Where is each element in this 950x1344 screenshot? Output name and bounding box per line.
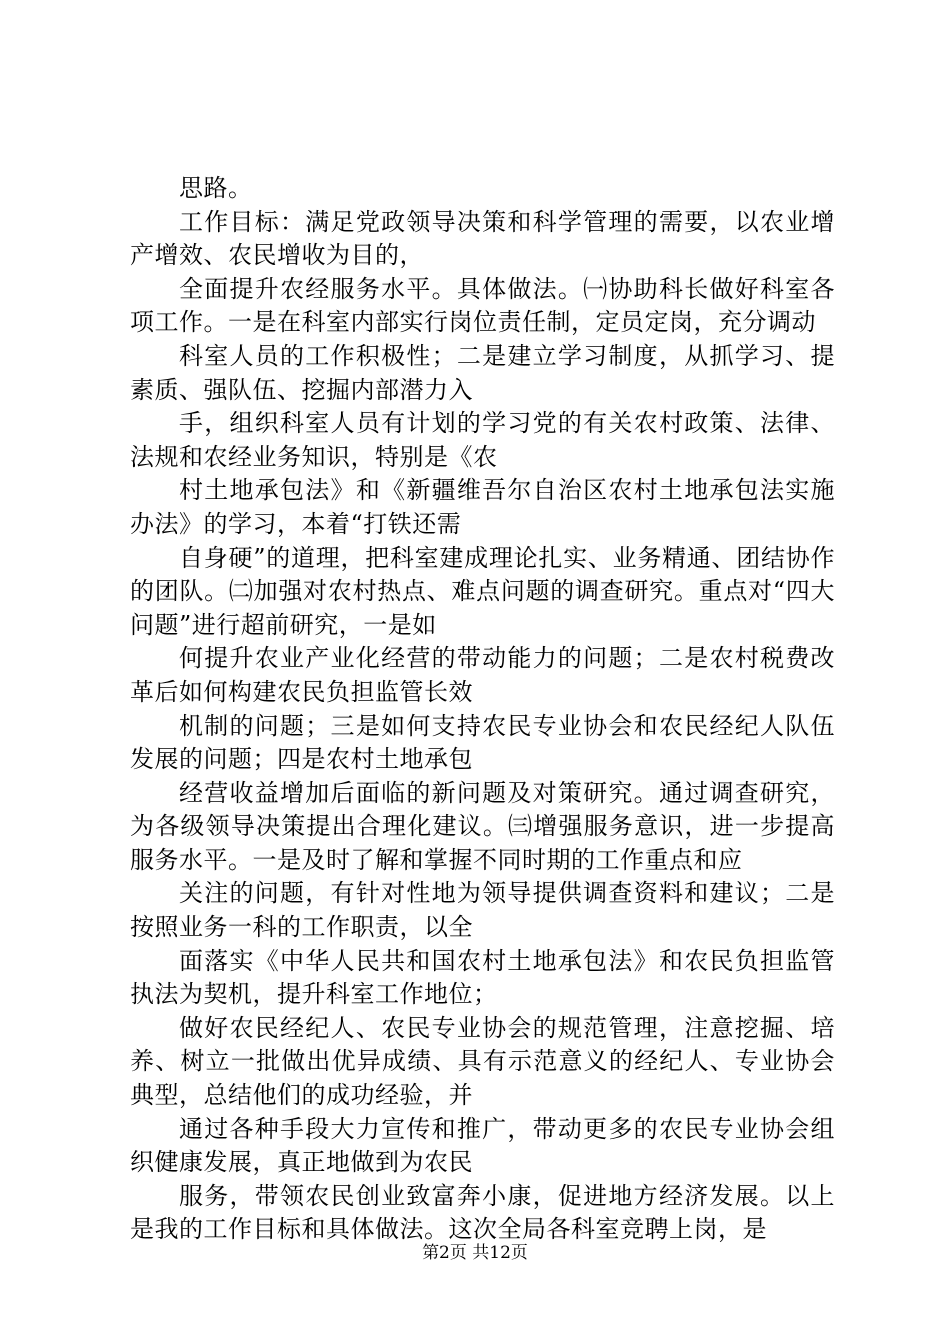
document-body: [130, 172, 835, 1247]
paragraph: 经营收益增加后面临的新问题及对策研究。通过调查研究，为各级领导决策提出合理化建议。㈢增强服务意识，进一步提高服务水平。一是及时了解和掌握不同时期的工作重点和应: [130, 778, 835, 874]
paragraph: 服务，带领农民创业致富奔小康，促进地方经济发展。以上是我的工作目标和具体做法。这次全局各科室竞聘上岗，是: [130, 1181, 835, 1244]
paragraph: 面落实《中华人民共和国农村土地承包法》和农民负担监管执法为契机，提升科室工作地位；: [130, 946, 835, 1009]
paragraph: 工作目标：满足党政领导决策和科学管理的需要，以农业增产增效、农民增收为目的，: [130, 207, 835, 270]
paragraph: 关注的问题，有针对性地为领导提供调查资料和建议；二是按照业务一科的工作职责，以全: [130, 879, 835, 942]
paragraph: 手，组织科室人员有计划的学习党的有关农村政策、法律、法规和农经业务知识，特别是《农: [130, 409, 835, 471]
paragraph: 全面提升农经服务水平。具体做法。㈠协助科长做好科室各项工作。一是在科室内部实行岗位责任制，定员定岗，充分调动: [130, 274, 835, 337]
paragraph: 通过各种手段大力宣传和推广，带动更多的农民专业协会组织健康发展，真正地做到为农民: [130, 1114, 835, 1177]
paragraph: 村土地承包法》和《新疆维吾尔自治区农村土地承包法实施办法》的学习，本着“打铁还需: [130, 476, 835, 538]
paragraph: 机制的问题；三是如何支持农民专业协会和农民经纪人队伍发展的问题；四是农村土地承包: [130, 711, 835, 774]
paragraph: 做好农民经纪人、农民专业协会的规范管理，注意挖掘、培养、树立一批做出优异成绩、具有示范意义的经纪人、专业协会典型，总结他们的成功经验，并: [130, 1013, 835, 1110]
page-number-label: 第2页 共12页: [422, 1243, 528, 1263]
paragraph: 何提升农业产业化经营的带动能力的问题；二是农村税费改革后如何构建农民负担监管长效: [130, 644, 835, 706]
page-footer: [0, 1242, 950, 1264]
paragraph: 自身硬”的道理，把科室建成理论扎实、业务精通、团结协作的团队。㈡加强对农村热点、难点问题的调查研究。重点对“四大问题”进行超前研究，一是如: [130, 543, 835, 639]
paragraph: 思路。: [179, 174, 253, 202]
paragraph: 科室人员的工作积极性；二是建立学习制度，从抓学习、提素质、强队伍、挖掘内部潜力入: [130, 341, 835, 404]
